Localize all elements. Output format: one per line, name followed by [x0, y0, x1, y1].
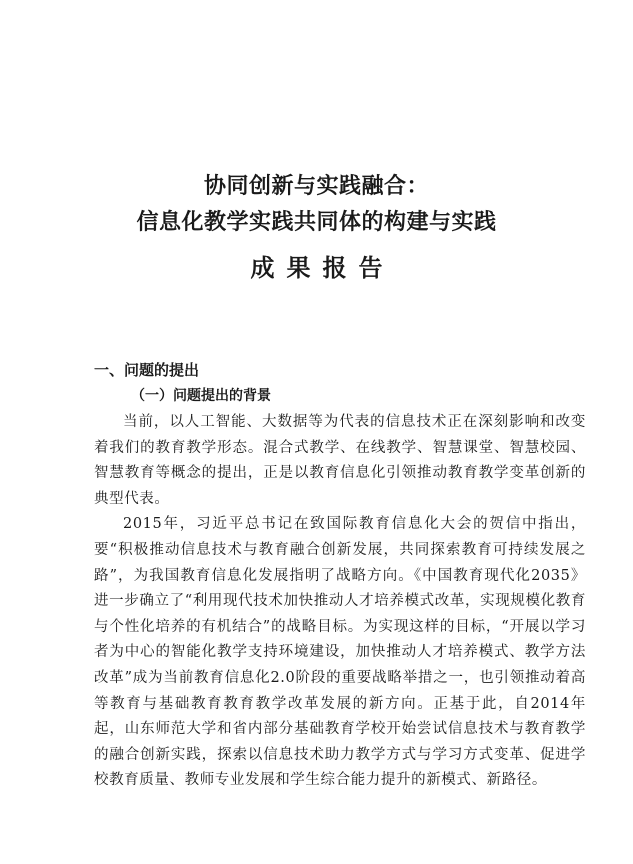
document-title-line-1: 协同创新与实践融合：	[203, 173, 429, 199]
body-text	[94, 410, 586, 794]
title-block	[0, 168, 633, 286]
paragraph-1: 当前，以人工智能、大数据等为代表的信息技术正在深刻影响和改变着我们的教育教学形态。混合式教学、在线教学、智慧课堂、智慧校园、智慧教育等概念的提出，正是以教育信息化引领推动教育教学变革创新的典型代表。	[94, 414, 586, 507]
section-heading: 一、问题的提出	[94, 361, 200, 379]
subsection-heading: （一）问题提出的背景	[131, 388, 271, 404]
report-title: 成果报告	[250, 253, 395, 282]
paragraph-2: 2015年，习近平总书记在致国际教育信息化大会的贺信中指出，要“积极推动信息技术与教育融合创新发展，共同探索教育可持续发展之路”，为我国教育信息化发展指明了战略方向。《中国教育现代化2035》进一步确立了“利用现代技术加快推动人才培养模式改革，实现规模化教育与个性化培养的有机结合”的战略目标。为实现这样的目标，“开展以学习者为中心的智能化教学支持环境建设，加快推动人才培养模式、教学方法改革”成为当前教育信息化2.0阶段的重要战略举措之一，也引领推动着高等教育与基础教育教育教学改革发展的新方向。正基于此，自2014年起，山东师范大学和省内部分基础教育学校开始尝试信息技术与教育教学的融合创新实践，探索以信息技术助力教学方式与学习方式变革、促进学校教育质量、教师专业发展和学生综合能力提升的新模式、新路径。	[94, 516, 586, 789]
document-title-line-2: 信息化教学实践共同体的构建与实践	[136, 209, 497, 235]
